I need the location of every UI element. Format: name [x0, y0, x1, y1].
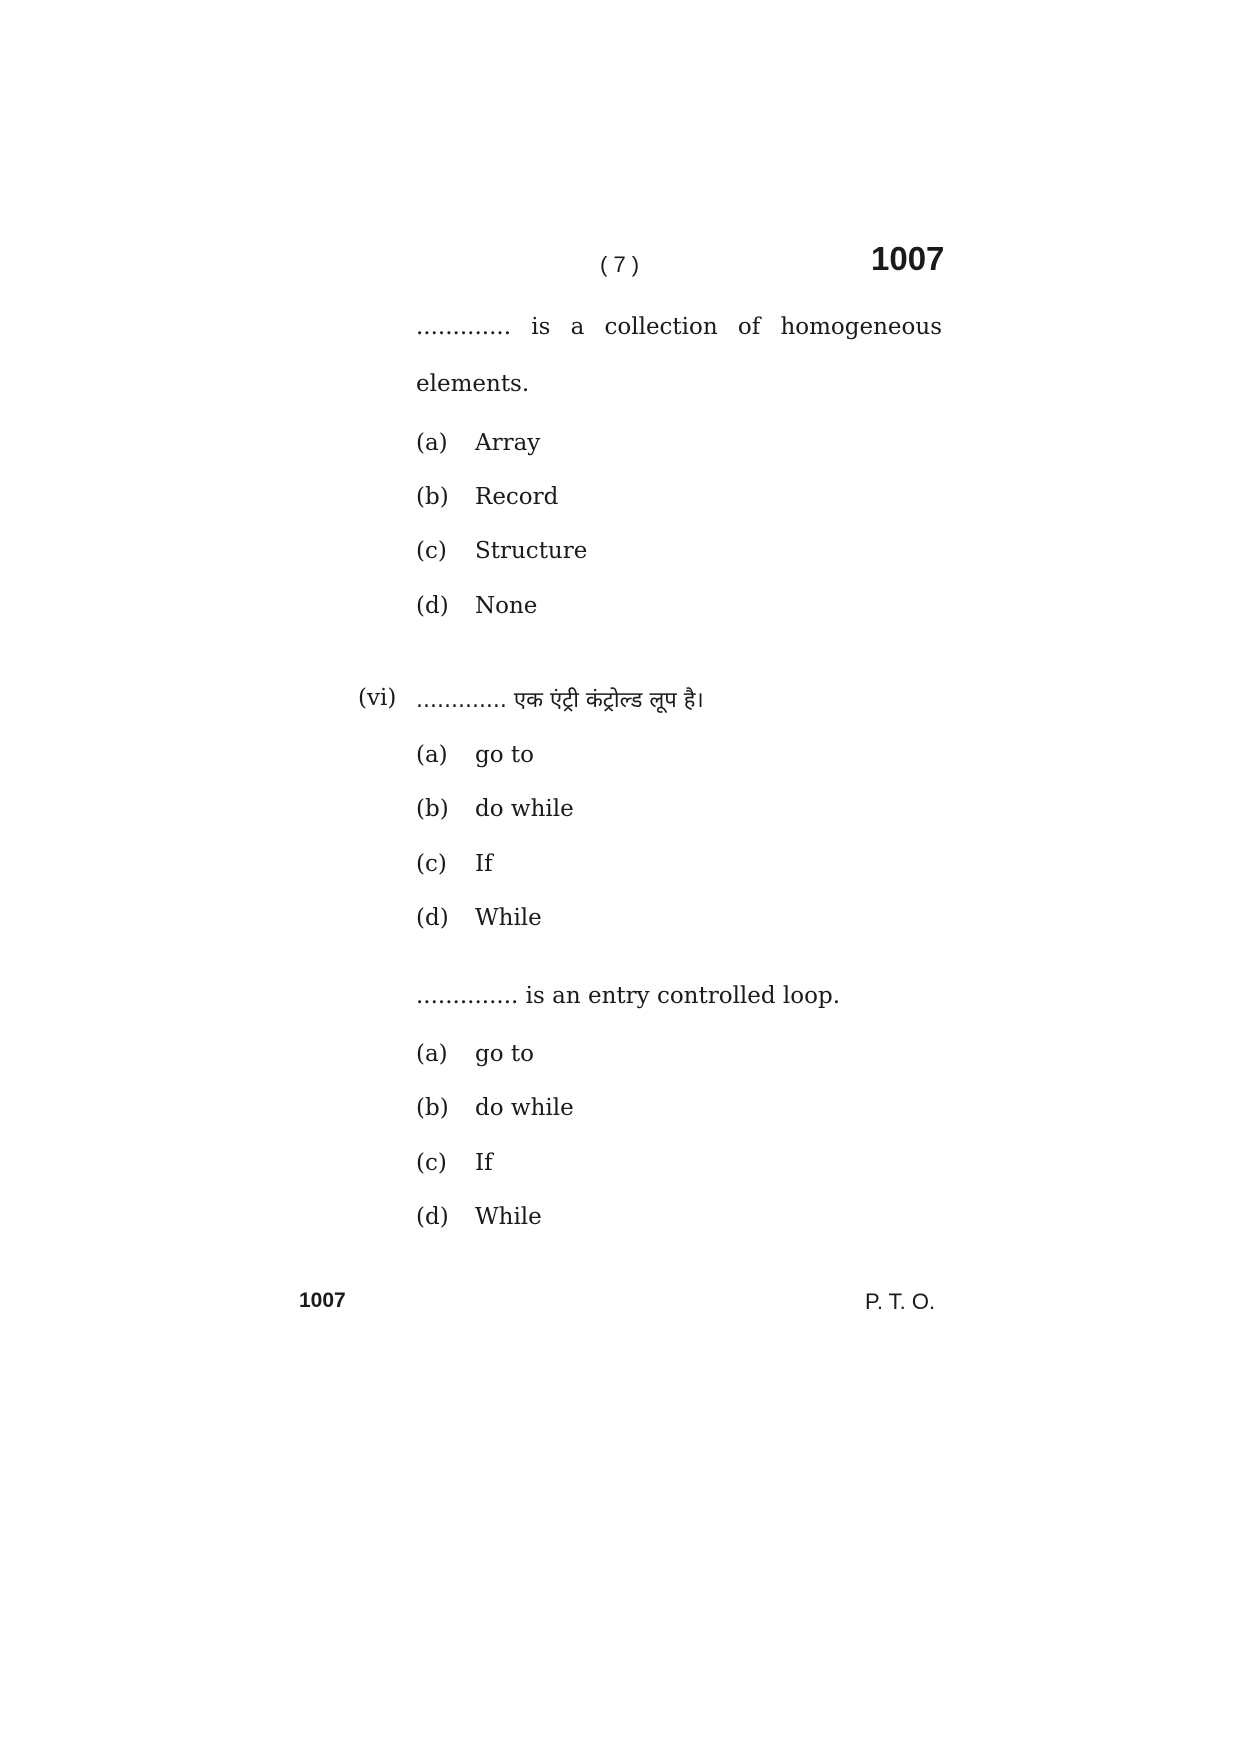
option-label: (d) [416, 1204, 449, 1230]
paper-code-header: 1007 [871, 240, 945, 277]
option-text: While [475, 1204, 542, 1230]
option-text: While [475, 905, 542, 931]
question-number: (vi) [358, 685, 397, 711]
option-label: (a) [416, 742, 448, 768]
option-text: Structure [475, 538, 588, 564]
option-b [416, 1095, 574, 1121]
question-stem-english: .............. is an entry controlled loop. [416, 983, 841, 1009]
option-d [416, 593, 537, 619]
page-number: ( 7 ) [600, 252, 640, 277]
option-label: (a) [416, 1041, 448, 1067]
stem-word: is [531, 314, 551, 340]
paper-code-footer: 1007 [299, 1289, 346, 1312]
option-text: Array [475, 430, 541, 456]
option-a [416, 430, 540, 456]
option-text: do while [475, 1095, 574, 1121]
stem-word: collection [604, 314, 718, 340]
option-d [416, 905, 542, 931]
option-c [416, 1150, 493, 1176]
stem-word: homogeneous [780, 314, 942, 340]
option-text: Record [475, 484, 559, 510]
option-label: (d) [416, 905, 449, 931]
option-c [416, 538, 587, 564]
option-d [416, 1204, 542, 1230]
question-stem-line1 [416, 314, 942, 340]
option-label: (c) [416, 538, 447, 564]
option-text: do while [475, 796, 574, 822]
option-b [416, 796, 574, 822]
option-label: (d) [416, 593, 449, 619]
option-text: go to [475, 1041, 534, 1067]
option-text: None [475, 593, 538, 619]
question-stem-hindi: ............. एक एंट्री कंट्रोल्ड लूप है। [416, 688, 704, 713]
pto-label: P. T. O. [865, 1289, 936, 1314]
option-a [416, 1041, 534, 1067]
option-label: (c) [416, 1150, 447, 1176]
option-text: If [475, 1150, 493, 1176]
option-label: (a) [416, 430, 448, 456]
option-label: (b) [416, 796, 449, 822]
option-a [416, 742, 534, 768]
stem-word: a [570, 314, 585, 340]
blank: ............. [416, 314, 512, 340]
option-label: (c) [416, 851, 447, 877]
stem-word: of [737, 314, 761, 340]
option-label: (b) [416, 1095, 449, 1121]
option-text: If [475, 851, 493, 877]
option-label: (b) [416, 484, 449, 510]
option-c [416, 851, 493, 877]
option-b [416, 484, 558, 510]
option-text: go to [475, 742, 534, 768]
question-stem-line2: elements. [416, 371, 530, 397]
